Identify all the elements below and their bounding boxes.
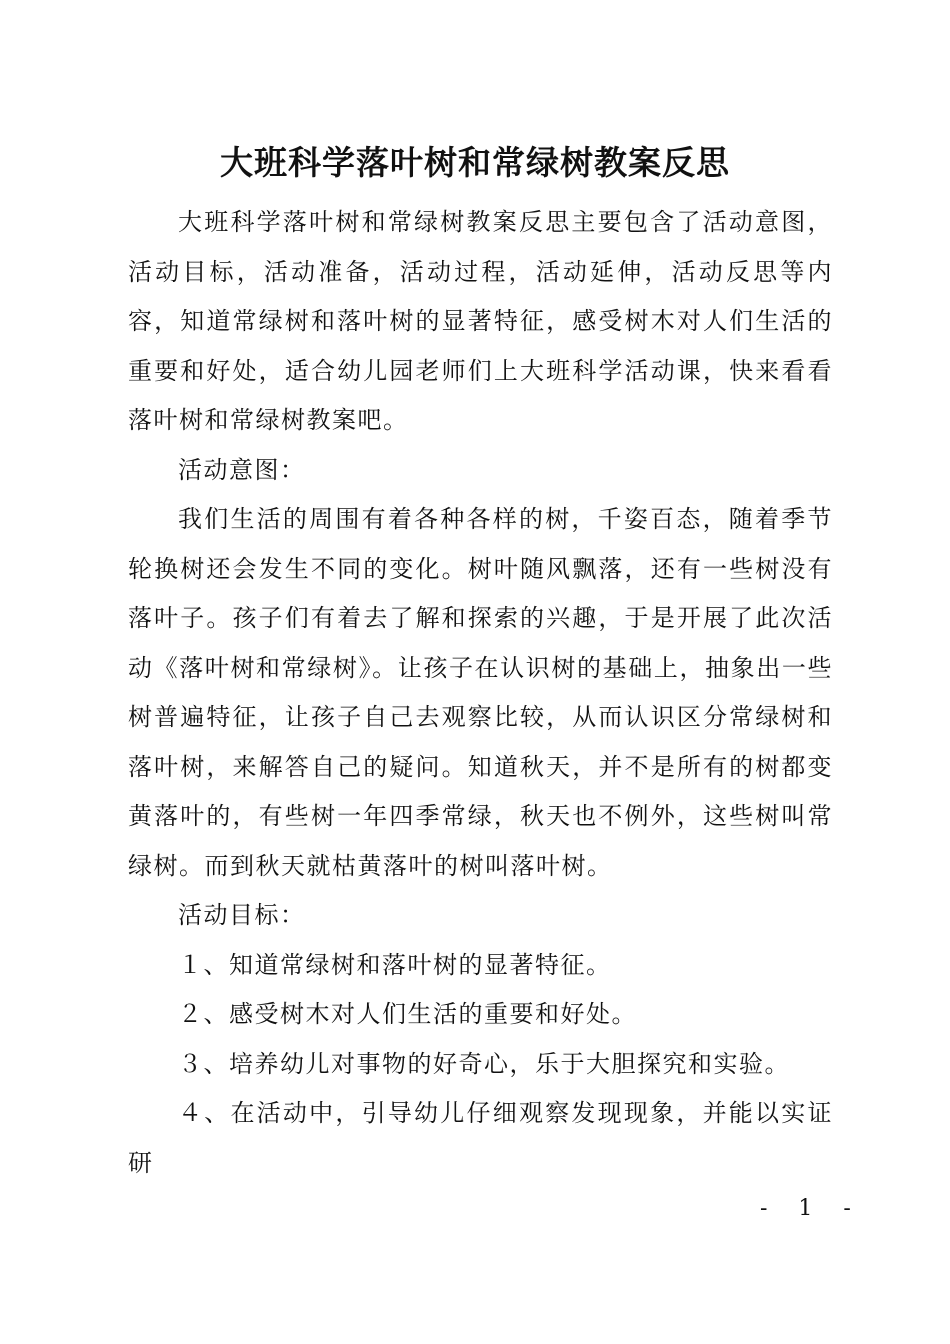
section-heading-intent: 活动意图： <box>178 455 306 484</box>
page-number: - 1 - <box>760 1196 863 1221</box>
document-body <box>128 198 833 1188</box>
section-heading-goals: 活动目标： <box>178 901 306 929</box>
document-title: 大班科学落叶树和常绿树教案反思 <box>220 143 730 182</box>
goal-item-2: ２、感受树木对人们生活的重要和好处。 <box>178 1000 637 1028</box>
goal-item-3: ３、培养幼儿对事物的好奇心，乐于大胆探究和实验。 <box>178 1049 790 1078</box>
goal-item-4: ４、在活动中，引导幼儿仔细观察发现现象，并能以实证研 <box>128 1099 833 1177</box>
goal-item-1: １、知道常绿树和落叶树的显著特征。 <box>178 950 612 979</box>
intent-paragraph: 我们生活的周围有着各种各样的树，千姿百态，随着季节轮换树还会发生不同的变化。树叶随风飘落，还有一些树没有落叶子。孩子们有着去了解和探索的兴趣，于是开展了此次活动《落叶树和常绿树》。让孩子在认识树的基础上，抽象出一些树普遍特征，让孩子自己去观察比较，从而认识区分常绿树和落叶树，来解答自己的疑问。知道秋天，并不是所有的树都变黄落叶的，有些树一年四季常绿，秋天也不例外，这些树叫常绿树。而到秋天就枯黄落叶的树叫落叶树。 <box>128 505 833 880</box>
intro-paragraph: 大班科学落叶树和常绿树教案反思主要包含了活动意图，活动目标，活动准备，活动过程，活动延伸，活动反思等内容，知道常绿树和落叶树的显著特征，感受树木对人们生活的重要和好处，适合幼儿园老师们上大班科学活动课，快来看看落叶树和常绿树教案吧。 <box>128 208 833 434</box>
